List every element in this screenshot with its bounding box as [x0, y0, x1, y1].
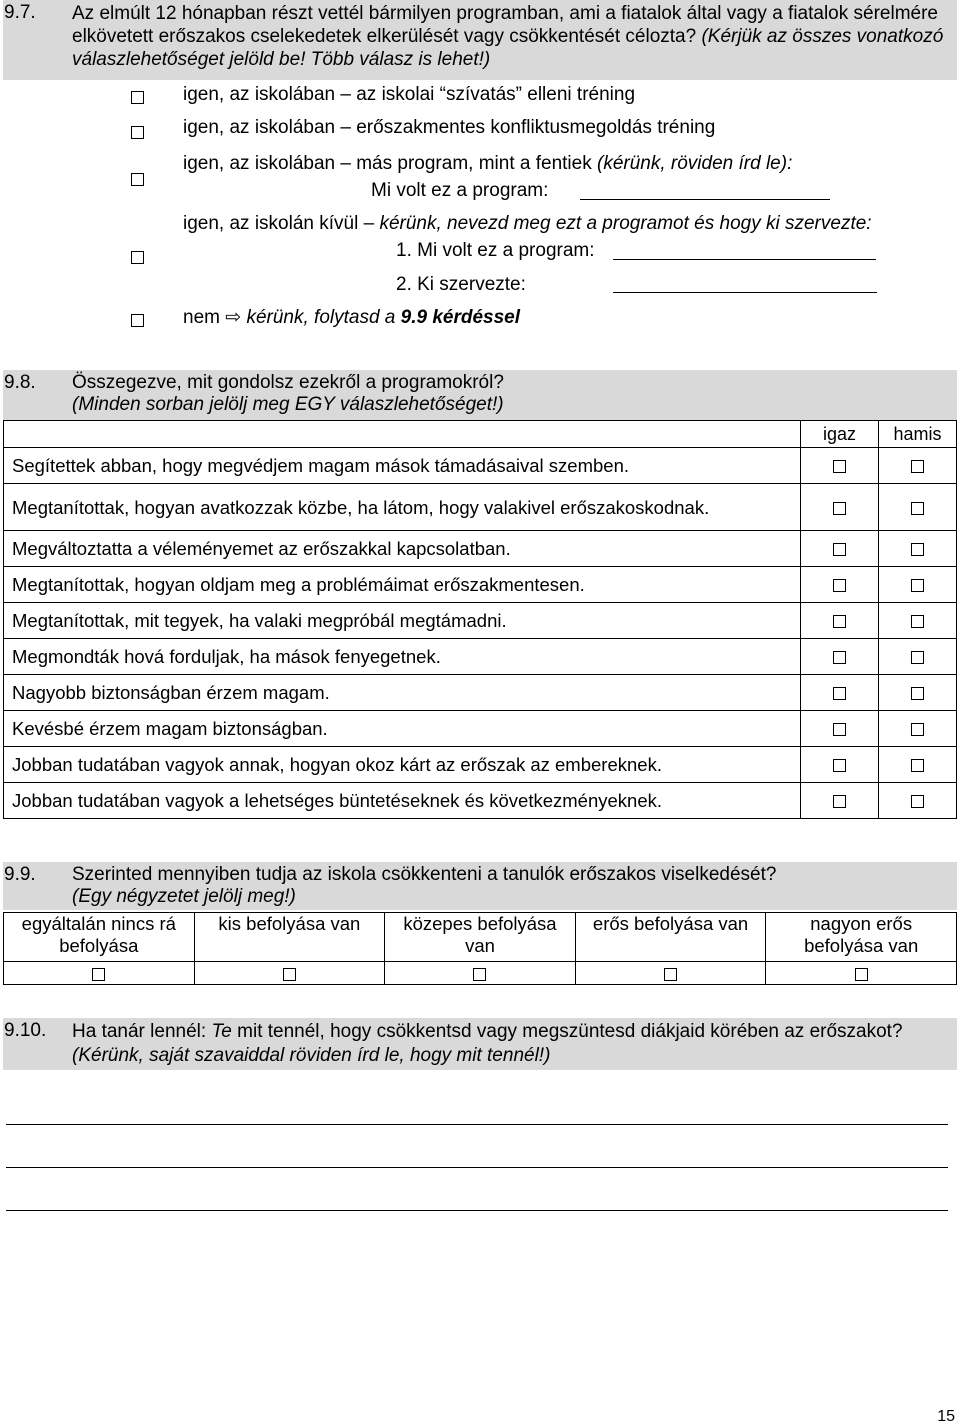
statement: Segítettek abban, hogy megvédjem magam mások támadásaival szemben. [4, 448, 801, 484]
table-row [4, 603, 957, 639]
answer-line[interactable] [6, 1210, 948, 1211]
table-row [4, 783, 957, 819]
table-row [4, 448, 957, 484]
option-label: nem ⇨ kérünk, folytasd a 9.9 kérdéssel [183, 307, 521, 328]
checkbox-false[interactable] [911, 460, 924, 473]
checkbox-option-4[interactable] [131, 251, 144, 264]
checkbox-true[interactable] [833, 759, 846, 772]
answer-line[interactable] [6, 1167, 948, 1168]
statement: Kevésbé érzem magam biztonságban. [4, 711, 801, 747]
question-text: Az elmúlt 12 hónapban részt vettél bármilyen programban, ami a fiatalok által vagy a fiatalok sérelmére elkövetett erőszakos cselekedetek elkerülését vagy csökkentését célozta? (Kérjük az összes vonatkozó válaszlehetőséget jelöld be! Több válasz is lehet!) [72, 3, 944, 70]
checkbox-false[interactable] [911, 615, 924, 628]
table-row [4, 639, 957, 675]
checkbox-option-3[interactable] [131, 173, 144, 186]
statement: Jobban tudatában vagyok annak, hogyan okoz kárt az erőszak az embereknek. [4, 747, 801, 783]
option-label: igen, az iskolán kívül – kérünk, nevezd meg ezt a programot és hogy ki szervezte: [183, 213, 872, 234]
checkbox-scale-3[interactable] [473, 968, 486, 981]
scale-label: nagyon erős befolyása van [766, 913, 957, 962]
question-text: Ha tanár lennél: Te mit tennél, hogy csökkentsd vagy megszüntesd diákjaid körében az erőszakot? (Kérünk, saját szavaiddal röviden írd le, hogy mit tennél!) [72, 1021, 903, 1066]
checkbox-false[interactable] [911, 723, 924, 736]
statement: Megmondták hová forduljak, ha mások fenyegetnek. [4, 639, 801, 675]
column-header-false: hamis [879, 421, 957, 448]
question-text: Összegezve, mit gondolsz ezekről a programokról? (Minden sorban jelölj meg EGY válaszlehetőséget!) [72, 372, 504, 415]
option-label: igen, az iskolában – más program, mint a fentiek (kérünk, röviden írd le): [183, 153, 793, 174]
table-row [4, 711, 957, 747]
checkbox-scale-4[interactable] [664, 968, 677, 981]
checkbox-scale-5[interactable] [855, 968, 868, 981]
arrow-right-icon: ⇨ [225, 307, 242, 328]
checkbox-option-1[interactable] [131, 91, 144, 104]
checkbox-false[interactable] [911, 759, 924, 772]
question-number: 9.10. [4, 1020, 47, 1041]
page-number: 15 [937, 1408, 955, 1425]
table-row [4, 484, 957, 531]
statement: Jobban tudatában vagyok a lehetséges büntetéseknek és következményeknek. [4, 783, 801, 819]
column-header-true: igaz [801, 421, 879, 448]
checkbox-false[interactable] [911, 543, 924, 556]
table-row [4, 567, 957, 603]
scale-label: közepes befolyása van [385, 913, 576, 962]
table-row [4, 747, 957, 783]
checkbox-false[interactable] [911, 687, 924, 700]
question-text: Szerinted mennyiben tudja az iskola csökkenteni a tanulók erőszakos viselkedését? (Egy négyzetet jelölj meg!) [72, 864, 777, 907]
scale-label: erős befolyása van [575, 913, 766, 962]
checkbox-false[interactable] [911, 579, 924, 592]
checkbox-true[interactable] [833, 723, 846, 736]
answer-line-organizer[interactable] [613, 292, 877, 293]
table-row [4, 675, 957, 711]
checkbox-true[interactable] [833, 543, 846, 556]
sub-label: Mi volt ez a program: [371, 180, 549, 201]
answer-line-program[interactable] [580, 199, 830, 200]
statement: Megtanítottak, hogyan avatkozzak közbe, ha látom, hogy valakivel erőszakoskodnak. [4, 484, 801, 531]
table-header-row [4, 421, 957, 448]
answer-line-program[interactable] [613, 259, 876, 260]
checkbox-true[interactable] [833, 579, 846, 592]
question-number: 9.8. [4, 372, 36, 393]
rating-table [3, 420, 957, 819]
checkbox-true[interactable] [833, 615, 846, 628]
scale-label: egyáltalán nincs rá befolyása [4, 913, 195, 962]
question-number: 9.7. [4, 2, 36, 23]
question-number: 9.9. [4, 864, 36, 885]
table-row [4, 531, 957, 567]
checkbox-true[interactable] [833, 502, 846, 515]
checkbox-option-2[interactable] [131, 126, 144, 139]
checkbox-true[interactable] [833, 795, 846, 808]
checkbox-false[interactable] [911, 651, 924, 664]
option-label: igen, az iskolában – erőszakmentes konfliktusmegoldás tréning [183, 117, 716, 138]
statement: Megtanítottak, hogyan oldjam meg a problémáimat erőszakmentesen. [4, 567, 801, 603]
statement: Nagyobb biztonságban érzem magam. [4, 675, 801, 711]
statement: Megváltoztatta a véleményemet az erőszakkal kapcsolatban. [4, 531, 801, 567]
checkbox-true[interactable] [833, 651, 846, 664]
scale-checkbox-row [4, 962, 957, 985]
checkbox-option-5[interactable] [131, 314, 144, 327]
influence-scale-table [3, 912, 957, 985]
sub-label: 1. Mi volt ez a program: [396, 240, 595, 261]
scale-labels-row [4, 913, 957, 962]
checkbox-scale-2[interactable] [283, 968, 296, 981]
checkbox-false[interactable] [911, 795, 924, 808]
sub-label: 2. Ki szervezte: [396, 274, 526, 295]
checkbox-scale-1[interactable] [92, 968, 105, 981]
answer-line[interactable] [6, 1124, 948, 1125]
checkbox-false[interactable] [911, 502, 924, 515]
checkbox-true[interactable] [833, 687, 846, 700]
checkbox-true[interactable] [833, 460, 846, 473]
statement: Megtanítottak, mit tegyek, ha valaki megpróbál megtámadni. [4, 603, 801, 639]
scale-label: kis befolyása van [194, 913, 385, 962]
option-label: igen, az iskolában – az iskolai “szívatás” elleni tréning [183, 84, 636, 105]
